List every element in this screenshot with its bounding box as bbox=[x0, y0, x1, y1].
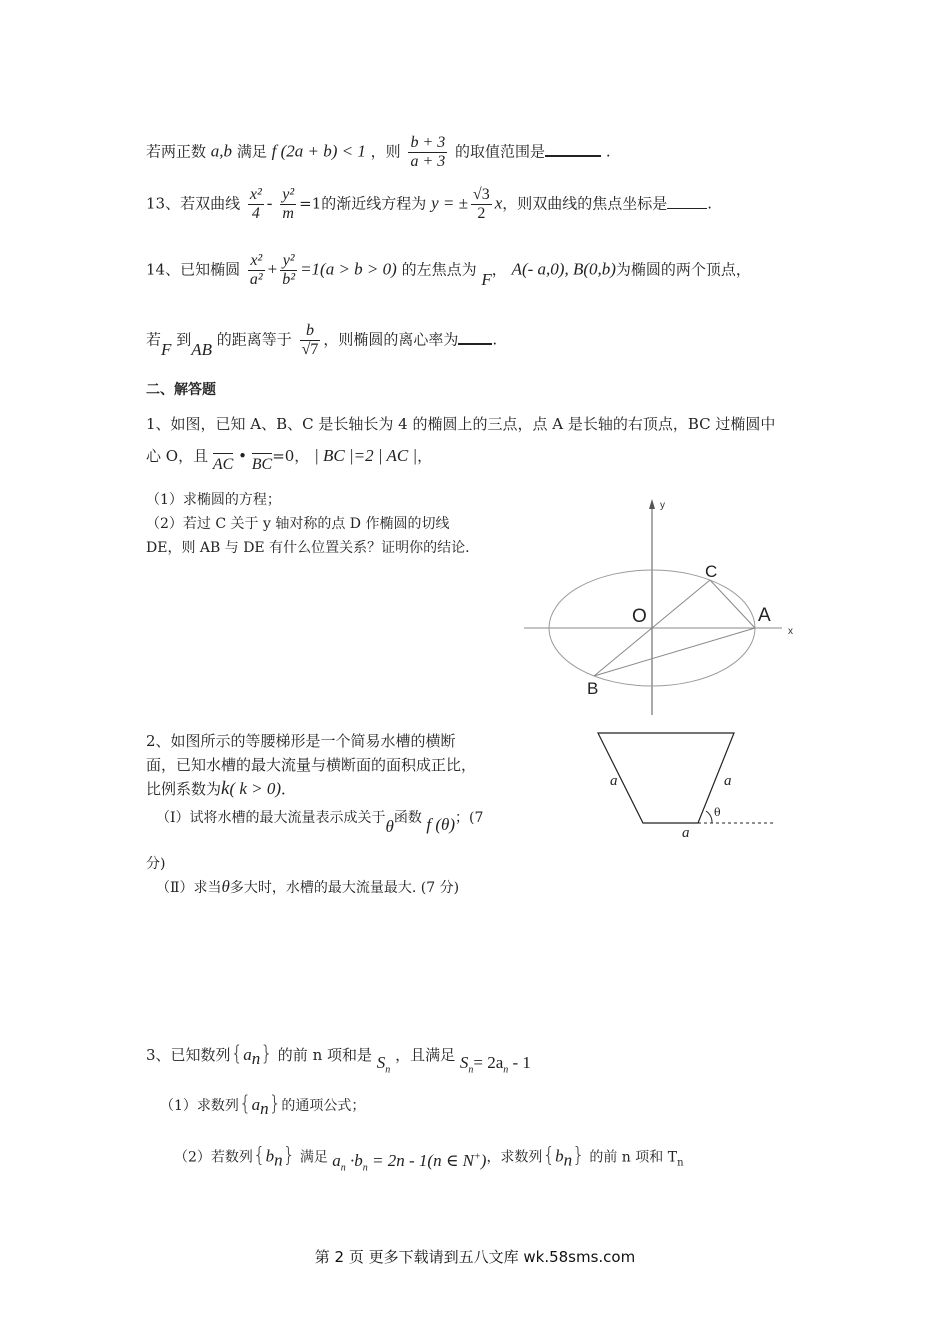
point-a-label: A bbox=[758, 605, 771, 626]
subscript: n bbox=[340, 1162, 346, 1174]
p3-text: 3、已知数列 bbox=[146, 1046, 231, 1064]
subscript: n bbox=[251, 1049, 261, 1068]
p1-sub2a: （2）若过 C 关于 y 轴对称的点 D 作椭圆的切线 bbox=[146, 516, 450, 532]
segment-ca bbox=[710, 580, 755, 628]
frac-num: x² bbox=[248, 252, 265, 271]
q14-ab: AB bbox=[191, 339, 212, 359]
sn-symbol: S bbox=[459, 1053, 469, 1072]
q14-comma: ， bbox=[491, 260, 507, 279]
q14-plus: + bbox=[267, 259, 278, 279]
left-brace-icon: { bbox=[238, 1091, 252, 1115]
q14-focus: F bbox=[161, 339, 172, 359]
p2-text: 比例系数为 bbox=[146, 780, 222, 798]
q14-text: 14、已知椭圆 bbox=[146, 260, 241, 279]
p2-part1-tail: 分) bbox=[146, 856, 166, 872]
prod-rhs: = 2n - 1(n ∈ N bbox=[367, 1150, 475, 1170]
q13-asym-x: x bbox=[494, 193, 503, 213]
q13-eq: =1 bbox=[299, 194, 322, 213]
p3-line1 bbox=[146, 1041, 531, 1076]
q12-text: 满足 bbox=[236, 142, 267, 161]
q13-asym-frac bbox=[471, 186, 492, 223]
p2-line3 bbox=[146, 779, 296, 799]
subscript: n bbox=[362, 1162, 368, 1174]
q13-end: . bbox=[707, 194, 713, 213]
answer-blank bbox=[545, 155, 601, 157]
q13-line bbox=[146, 186, 712, 223]
angle-label: θ bbox=[714, 806, 721, 819]
angle-arc bbox=[706, 811, 712, 823]
q14-x-frac bbox=[248, 252, 265, 289]
point-b-label: B bbox=[587, 679, 599, 698]
p2-line1: 2、如图所示的等腰梯形是一个简易水槽的横断 bbox=[146, 732, 456, 750]
q12-frac-den: a + 3 bbox=[410, 153, 446, 170]
x-label: x bbox=[788, 626, 793, 637]
side-label: a bbox=[610, 773, 618, 789]
left-brace-icon: { bbox=[252, 1142, 266, 1167]
right-brace-icon: } bbox=[282, 1142, 296, 1167]
answer-blank bbox=[458, 343, 492, 345]
p2-condition: ( k > 0) bbox=[229, 779, 282, 798]
frac-num: x² bbox=[249, 186, 262, 203]
sn-symbol: S bbox=[376, 1053, 386, 1072]
p2-text: （Ⅰ）试将水槽的最大流量表示成关于 bbox=[156, 810, 386, 826]
p3-text: 的前 n 项和 T bbox=[589, 1149, 678, 1166]
rel: = 2a bbox=[473, 1053, 504, 1072]
q12-text: 若两正数 bbox=[146, 142, 207, 161]
p2-part1 bbox=[156, 807, 484, 836]
q13-text: ，则双曲线的焦点坐标是 bbox=[502, 194, 668, 213]
frac-den: m bbox=[282, 205, 294, 222]
subscript: n bbox=[563, 1150, 573, 1170]
q12-frac-num: b + 3 bbox=[410, 134, 446, 151]
q14-text: 到 bbox=[176, 330, 192, 349]
subscript: n bbox=[385, 1064, 391, 1076]
right-brace-icon: } bbox=[260, 1041, 274, 1065]
p3-text: 的前 n 项和是 bbox=[277, 1046, 372, 1064]
p2-part2 bbox=[156, 877, 459, 898]
q14-dist-frac bbox=[300, 322, 321, 359]
p2-line2: 面，已知水槽的最大流量与横断面的面积成正比， bbox=[146, 756, 477, 774]
answer-blank bbox=[667, 208, 707, 209]
p3-b: b bbox=[265, 1146, 275, 1166]
segment-oc bbox=[652, 580, 710, 628]
subscript: n bbox=[260, 1098, 269, 1118]
vector-ac: AC bbox=[213, 453, 233, 475]
bottom-label: a bbox=[682, 825, 690, 840]
q14-line2 bbox=[146, 322, 497, 359]
q12-text: 的取值范围是 bbox=[455, 142, 546, 161]
prod-b: ·b bbox=[345, 1150, 363, 1170]
right-brace-icon: } bbox=[268, 1091, 282, 1115]
page-footer: 第 2 页 更多下载请到五八文库 wk.58sms.com bbox=[314, 1248, 636, 1266]
ellipse-figure bbox=[520, 495, 810, 715]
p2-theta: θ bbox=[221, 877, 230, 896]
p3-text: 的通项公式； bbox=[281, 1098, 366, 1114]
superscript: + bbox=[474, 1151, 481, 1162]
frac-num: y² bbox=[282, 186, 295, 203]
frac-den: 2 bbox=[477, 205, 486, 222]
frac-den: a² bbox=[249, 271, 263, 288]
p2-text: 多大时，水槽的最大流量最大. (7 分) bbox=[229, 880, 460, 896]
p3-text: （1）求数列 bbox=[160, 1098, 239, 1114]
p3-a: a bbox=[251, 1095, 261, 1114]
p1-norm-condition: | BC |=2 | AC | bbox=[314, 446, 418, 465]
frac-den: b² bbox=[282, 271, 296, 288]
q14-text: ，则椭圆的离心率为 bbox=[323, 330, 459, 349]
subscript: n bbox=[274, 1150, 283, 1170]
p1-line1: 1、如图，已知 A、B、C 是长轴长为 4 的椭圆上的三点，点 A 是长轴的右顶点，BC 过椭圆中 bbox=[146, 415, 776, 433]
y-axis-arrow-icon bbox=[649, 499, 655, 509]
q12-line bbox=[146, 134, 611, 171]
subscript: n bbox=[503, 1064, 509, 1076]
q14-condition: =1(a > b > 0) bbox=[300, 259, 397, 279]
p3-text: ，求数列 bbox=[486, 1149, 543, 1166]
q13-asym-lhs: y = ± bbox=[431, 193, 468, 213]
frac-num: y² bbox=[280, 252, 297, 271]
point-c-label: C bbox=[705, 562, 718, 581]
frac-den: 4 bbox=[251, 205, 260, 222]
q14-text: 若 bbox=[146, 330, 162, 349]
p3-relation bbox=[459, 1053, 531, 1076]
q14-end: . bbox=[492, 330, 498, 349]
p3-product bbox=[332, 1150, 487, 1174]
q12-text: ，则 bbox=[370, 142, 401, 161]
p1-text: 心 O，且 bbox=[146, 447, 209, 465]
q14-vertices: A(- a,0), B(0,b) bbox=[511, 259, 616, 279]
p3-sub2 bbox=[174, 1143, 684, 1174]
q13-text: 的渐近线方程为 bbox=[321, 194, 427, 213]
p2-f-theta: f (θ) bbox=[426, 815, 455, 834]
subscript: n bbox=[468, 1064, 474, 1076]
segment-ba bbox=[594, 628, 755, 676]
q12-vars: a,b bbox=[210, 141, 233, 161]
p2-text: ；(7 bbox=[455, 810, 484, 826]
right-brace-icon: } bbox=[572, 1142, 585, 1167]
p3-a: a bbox=[243, 1045, 252, 1064]
q14-line1 bbox=[146, 252, 751, 289]
p2-text: 函数 bbox=[393, 810, 422, 826]
q13-x-frac bbox=[248, 186, 264, 223]
p3-sn bbox=[376, 1053, 391, 1076]
p3-text: 满足 bbox=[299, 1149, 328, 1166]
p2-text: （Ⅱ）求当 bbox=[156, 880, 222, 896]
prod-a: a bbox=[332, 1150, 341, 1170]
p2-k: k bbox=[221, 778, 230, 799]
side-label: a bbox=[724, 773, 732, 789]
dot-product: • bbox=[238, 447, 247, 465]
q13-minus: - bbox=[266, 193, 273, 213]
p3-text: ，且满足 bbox=[395, 1046, 456, 1064]
p1-sub1: （1）求椭圆的方程； bbox=[146, 492, 281, 508]
y-label: y bbox=[660, 500, 665, 511]
point-o-label: O bbox=[632, 606, 647, 627]
q12-fraction bbox=[408, 134, 447, 171]
rel-end: - 1 bbox=[508, 1053, 531, 1072]
q13-y-frac bbox=[280, 186, 296, 223]
p2-end: ． bbox=[281, 780, 297, 798]
trapezoid-figure bbox=[590, 725, 790, 840]
frac-den: √7 bbox=[301, 341, 319, 358]
q14-text: 为椭圆的两个顶点， bbox=[615, 260, 751, 279]
q14-y-frac bbox=[280, 252, 297, 289]
q12-condition: f (2a + b) < 1 bbox=[271, 141, 366, 161]
p3-b: b bbox=[555, 1146, 564, 1166]
q14-focus: F bbox=[481, 269, 492, 289]
p1-eq: =0， bbox=[272, 447, 310, 465]
p1-sub2b: DE，则 AB 与 DE 有什么位置关系？证明你的结论. bbox=[146, 540, 470, 556]
vector-bc: BC bbox=[252, 453, 272, 475]
subscript: n bbox=[677, 1157, 684, 1169]
left-brace-icon: { bbox=[542, 1142, 556, 1167]
p3-text: （2）若数列 bbox=[174, 1149, 253, 1166]
frac-num: b bbox=[300, 322, 321, 341]
p1-line2 bbox=[146, 445, 433, 473]
section-title: 二、解答题 bbox=[146, 382, 216, 398]
segment-ob bbox=[594, 628, 652, 676]
q14-text: 的左焦点为 bbox=[401, 260, 477, 279]
p3-sub1 bbox=[160, 1093, 365, 1119]
q13-text: 13、若双曲线 bbox=[146, 194, 241, 213]
frac-num: √3 bbox=[472, 186, 490, 203]
left-brace-icon: { bbox=[230, 1041, 244, 1065]
prod-close: ) bbox=[480, 1150, 487, 1170]
p2-theta: θ bbox=[385, 817, 394, 836]
q12-end: . bbox=[605, 142, 611, 161]
q14-text: 的距离等于 bbox=[216, 330, 292, 349]
p1-end: ， bbox=[417, 447, 433, 465]
